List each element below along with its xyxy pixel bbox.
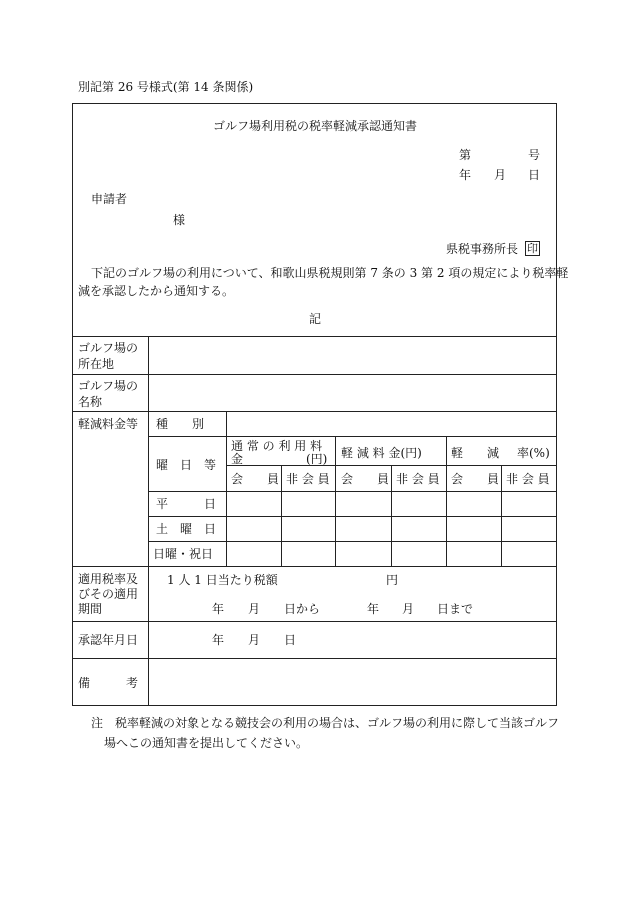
col-non-member: 非 会 員 [396,472,440,486]
table-line [446,436,447,566]
table-line [72,658,557,659]
header-normal-fee: 通 常 の 利 用 料 [231,439,323,453]
label-remarks: 備 考 [78,676,139,690]
period-to-month: 月 [402,602,415,616]
period-to-day: 日まで [437,602,474,616]
label-applied-rate-3: 期間 [78,602,103,616]
label-applied-rate-2: びその適用 [78,587,139,601]
footnote-line1: 注 税率軽減の対象となる競技会の利用の場合は、ゴルフ場の利用に際して当該ゴルフ [91,716,560,730]
row-weekday: 平 日 [156,497,217,511]
row-sunday-holiday: 日曜・祝日 [153,547,214,561]
row-saturday: 土 曜 日 [156,522,217,536]
label-name: ゴルフ場の [78,379,139,393]
yen-unit: 円 [386,573,399,587]
col-member: 会 員 [341,472,390,486]
applicant-label: 申請者 [91,192,128,206]
label-approval-date: 承認年月日 [78,633,139,647]
date-day: 日 [528,168,541,182]
document-title: ゴルフ場利用税の税率軽減承認通知書 [212,119,417,133]
table-line [72,566,557,567]
body-text-line1: 下記のゴルフ場の利用について、和歌山県税規則第 7 条の 3 第 2 項の規定により税率軽 [91,266,569,280]
table-line [281,465,282,566]
form-reference: 別記第 26 号様式(第 14 条関係) [78,80,254,94]
number-dai: 第 [459,148,472,162]
label-shubetsu: 種 別 [156,417,205,431]
table-line [335,436,336,566]
footnote-line2: 場へこの通知書を提出してください。 [104,736,309,750]
date-month: 月 [494,168,507,182]
number-go: 号 [528,148,541,162]
period-from-day: 日から [284,602,321,616]
ki-label: 記 [309,312,322,326]
table-line [72,374,557,375]
header-rate-b: 率(%) [517,446,550,460]
label-location: ゴルフ場の [78,341,139,355]
table-line [148,491,557,492]
table-line [148,541,557,542]
table-line [72,411,557,412]
sama-label: 様 [173,213,186,227]
period-from-month: 月 [248,602,261,616]
seal-stamp: 印 [527,242,538,255]
label-youbi: 曜 日 等 [156,458,217,472]
table-line [148,516,557,517]
col-non-member: 非 会 員 [286,472,330,486]
label-applied-rate: 適用税率及 [78,572,139,586]
header-reduced-price: 軽 減 料 金(円) [341,446,422,460]
col-member: 会 員 [231,472,280,486]
table-line [391,465,392,566]
table-line [72,621,557,622]
approval-day: 日 [284,633,297,647]
table-line [72,336,557,337]
col-member: 会 員 [451,472,500,486]
label-location-2: 所在地 [78,357,115,371]
table-line [501,465,502,566]
approval-year: 年 [212,633,225,647]
header-normal-fee-2a: 金 [231,452,244,466]
tax-per-person: 1 人 1 日当たり税額 [167,573,278,587]
header-normal-fee-2b: (円) [306,452,328,466]
col-non-member: 非 会 員 [506,472,550,486]
table-line [226,411,227,566]
header-rate-a: 軽 減 [451,446,500,460]
period-to-year: 年 [367,602,380,616]
label-reduced-fee: 軽減料金等 [78,417,139,431]
table-line [148,436,557,437]
label-name-2: 名称 [78,395,103,409]
approval-month: 月 [248,633,261,647]
table-line [148,336,149,706]
date-year: 年 [459,168,472,182]
period-from-year: 年 [212,602,225,616]
body-text-line2: 減を承認したから通知する。 [78,284,235,298]
office-chief: 県税事務所長 [446,242,519,256]
